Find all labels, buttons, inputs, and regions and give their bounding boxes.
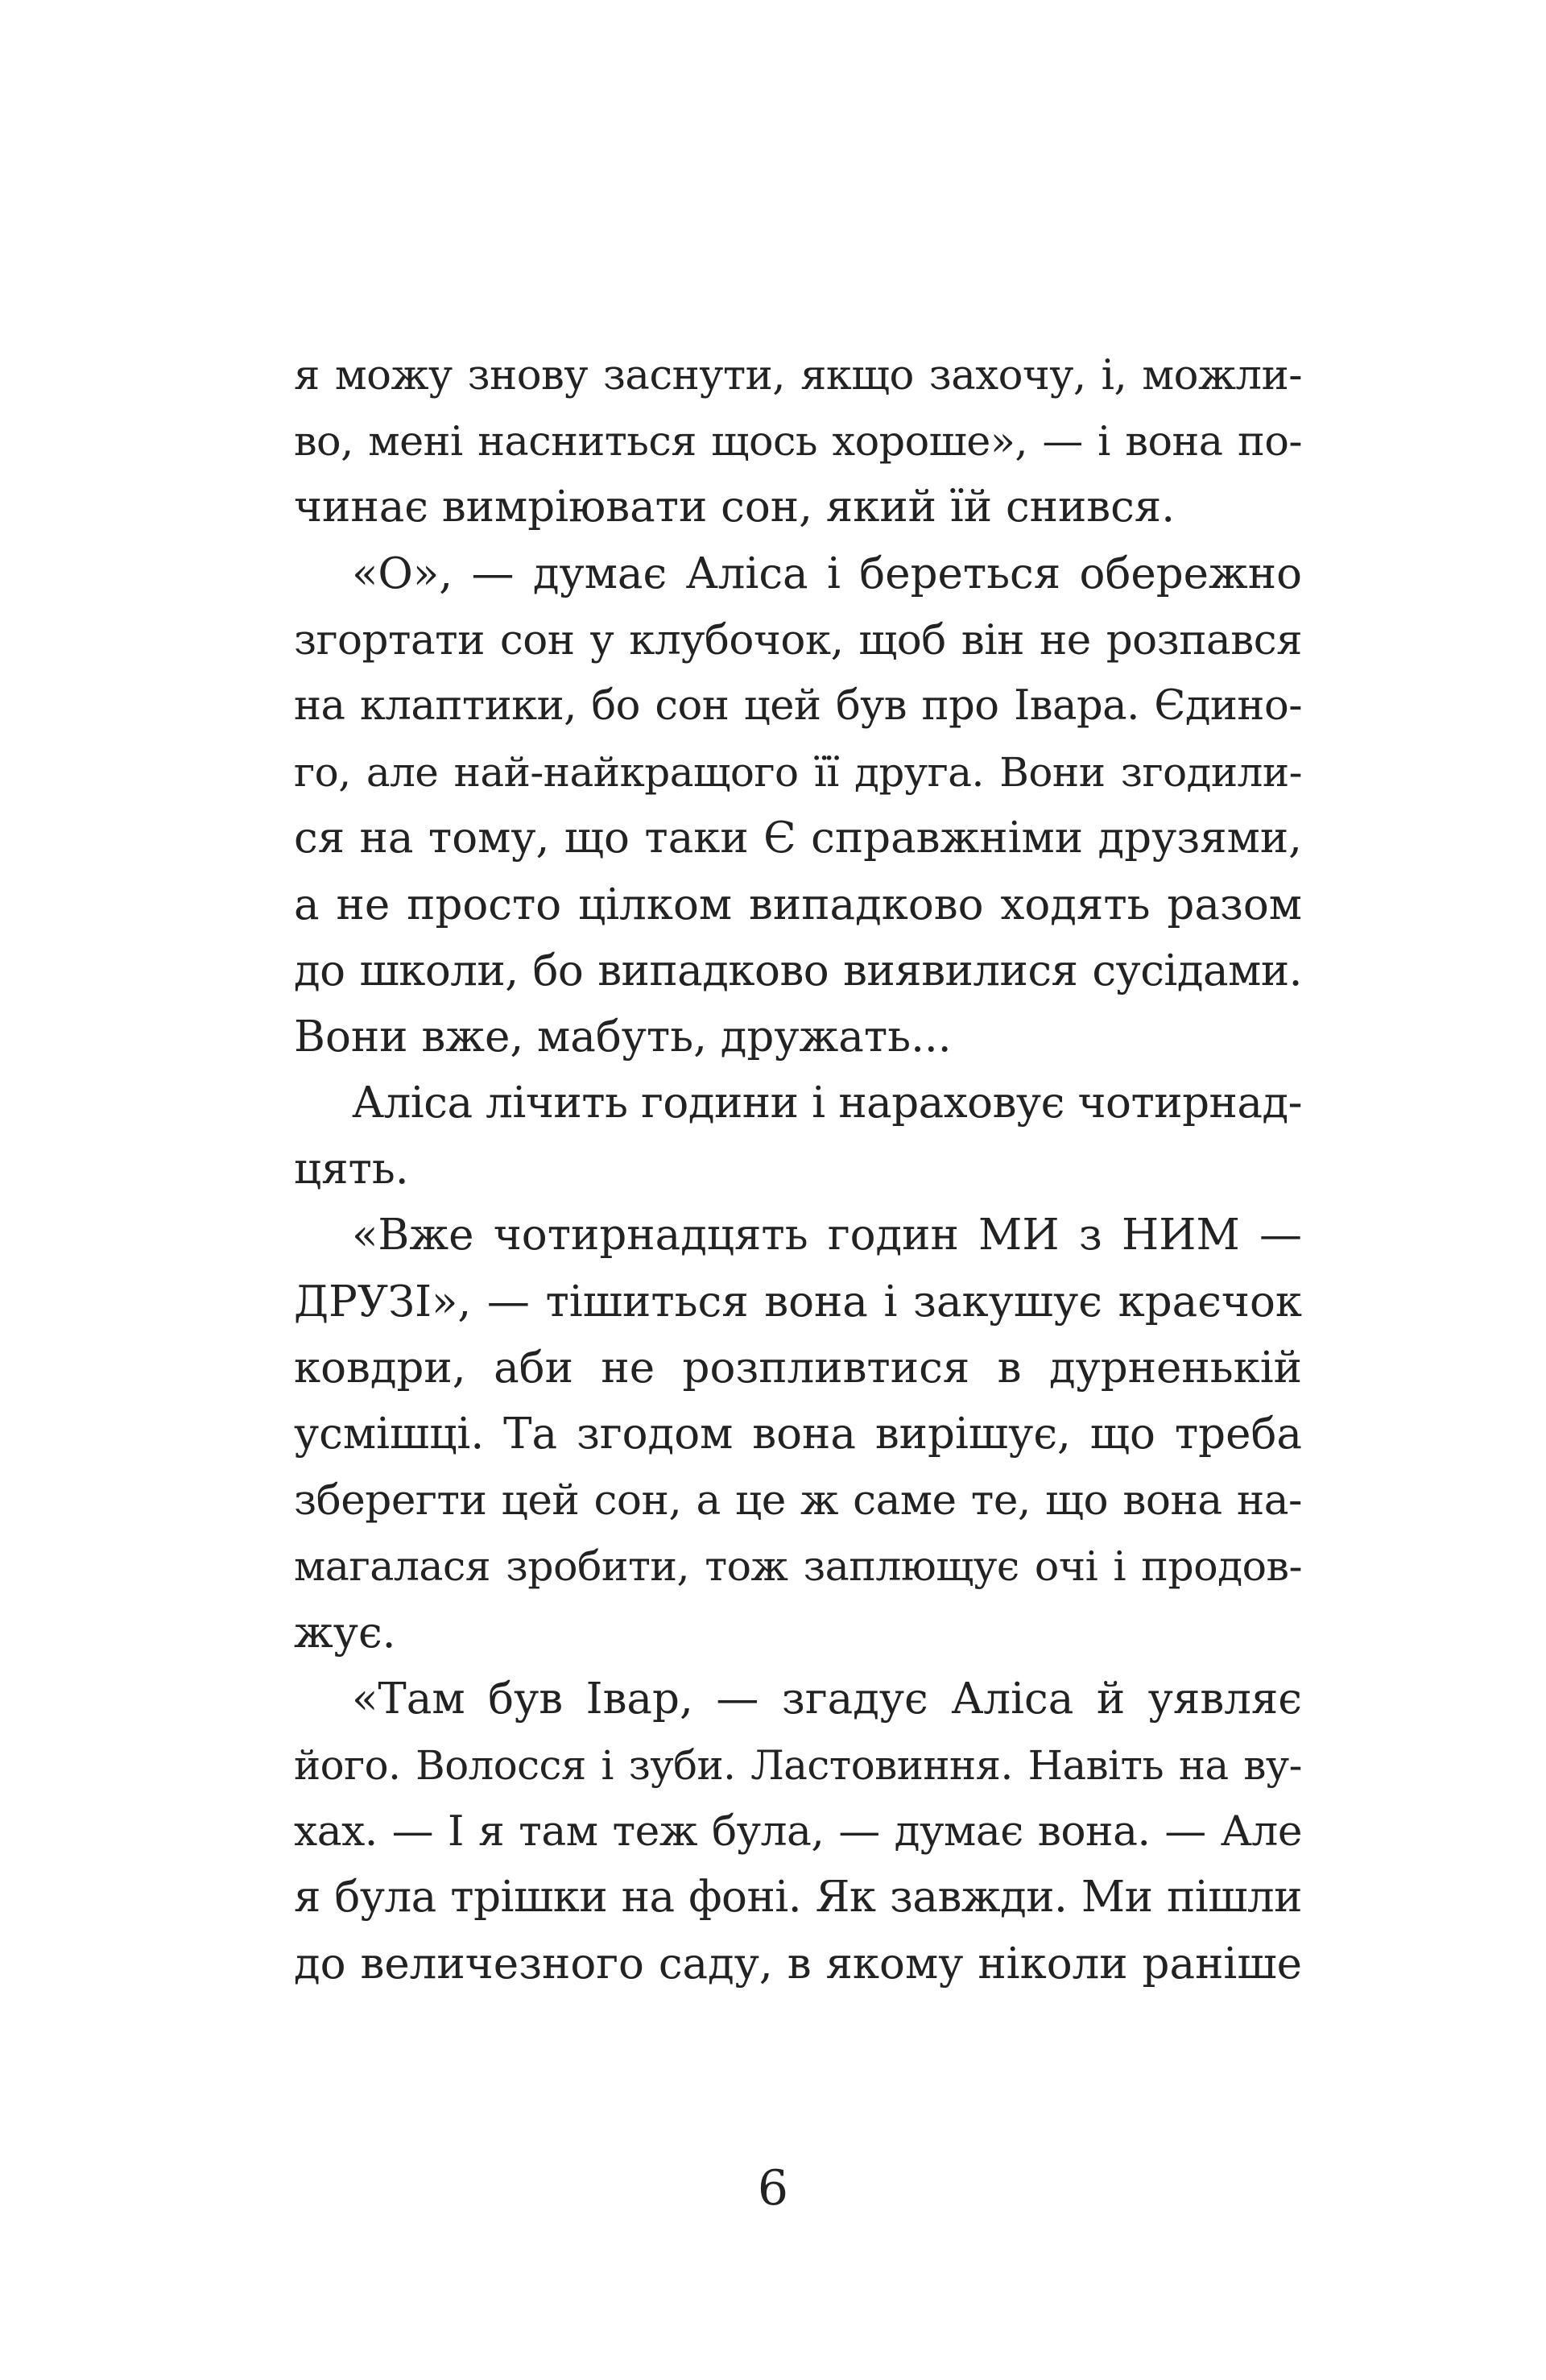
text-line: цять. [294,1144,409,1194]
text-line: Аліса лічить години і нараховує чотирнад- [352,1078,1302,1128]
text-line: ДРУЗІ», — тішиться вона і закушує краєчок [294,1277,1302,1327]
text-line: Вони вже, мабуть, дружать... [294,1012,952,1062]
text-line: ся на тому, що таки Є справжніми друзями, [294,813,1302,863]
text-line: а не просто цілком випадково ходять разом [294,880,1302,929]
text-line: чинає вимріювати сон, який їй снився. [294,482,1176,532]
text-line: я можу знову заснути, якщо захочу, і, можли- [294,351,1302,399]
text-line: я була трішки на фоні. Як завжди. Ми пішли [294,1873,1302,1923]
text-line: до школи, бо випадково виявилися сусідами. [294,946,1302,995]
text-line: хах. — І я там теж була, — думає вона. — Але [294,1807,1302,1856]
text-line: до величезного саду, в якому ніколи раніше [294,1939,1302,1989]
text-line: во, мені насниться щось хороше», — і вона по- [294,417,1302,466]
text-line: усмішці. Та згодом вона вирішує, що треба [294,1409,1302,1459]
text-line: го, але най-найкращого її друга. Вони згодили- [294,749,1302,797]
text-line: «Вже чотирнадцять годин МИ з НИМ — [352,1211,1302,1260]
page-number: 6 [757,2160,789,2217]
text-line: на клаптики, бо сон цей був про Івара. Єдино- [294,681,1302,730]
text-line: «Там був Івар, — згадує Аліса й уявляє [352,1674,1302,1724]
text-line: «О», — думає Аліса і береться обережно [352,548,1302,598]
text-line: ковдри, аби не розпливтися в дурненькій [294,1343,1302,1393]
body-text [294,342,1302,1997]
text-line: згортати сон у клубочок, щоб він не розпався [294,615,1302,664]
text-line: зберегти цей сон, а це ж саме те, що вона на- [294,1476,1302,1525]
text-line: магалася зробити, тож заплющує очі і продов- [294,1542,1302,1591]
text-line: жує. [294,1608,396,1658]
text-line: його. Волосся і зуби. Ластовиння. Навіть на ву- [294,1741,1302,1789]
